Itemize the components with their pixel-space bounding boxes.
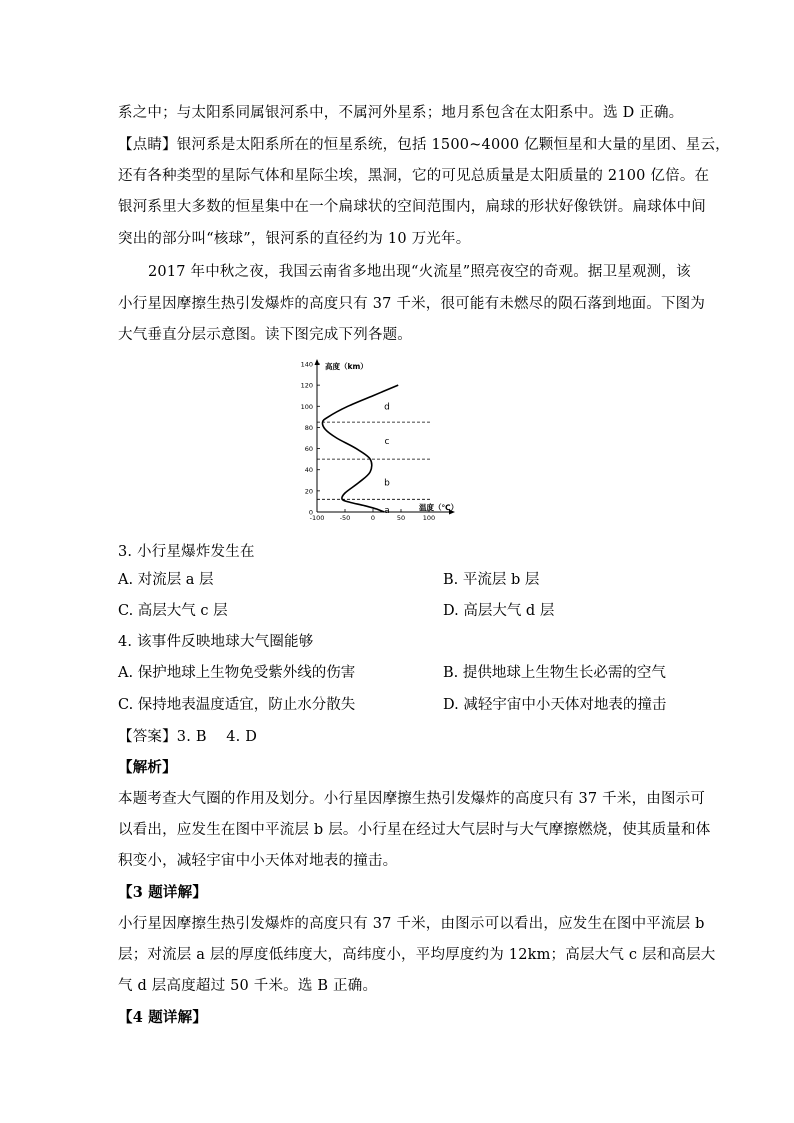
y-tick-label: 40 [304, 466, 313, 475]
y-tick-label: 60 [304, 445, 313, 454]
analysis-line: 本题考查大气圈的作用及划分。小行星因摩擦生热引发爆炸的高度只有 37 千米，由图示可 [118, 791, 706, 807]
layer-label-c: c [384, 437, 390, 448]
analysis-line: 积变小，减轻宇宙中小天体对地表的撞击。 [118, 853, 398, 869]
intro-line: 还有各种类型的星际气体和星际尘埃，黑洞，它的可见总质量是太阳质量的 2100 亿倍。在 [118, 168, 710, 184]
layer-label-b: b [384, 478, 390, 489]
y-tick-label: 20 [304, 487, 313, 496]
passage-line: 小行星因摩擦生热引发爆炸的高度只有 37 千米，很可能有未燃尽的陨石落到地面。下图为 [118, 296, 706, 312]
y-tick-label: 100 [300, 402, 313, 411]
q4-option-d[interactable]: D. 减轻宇宙中小天体对地表的撞击 [443, 697, 667, 713]
q4-detail-heading: 【4 题详解】 [118, 1009, 208, 1026]
x-tick-label: 100 [422, 514, 436, 522]
x-tick-label: 50 [396, 514, 406, 522]
q4-option-a[interactable]: A. 保护地球上生物免受紫外线的伤害 [118, 665, 356, 681]
y-tick-label: 0 [308, 508, 313, 517]
q3-stem: 3. 小行星爆炸发生在 [118, 544, 255, 560]
layer-label-d: d [384, 402, 390, 413]
q3-option-a[interactable]: A. 对流层 a 层 [118, 572, 214, 588]
q4-option-c[interactable]: C. 保持地表温度适宜，防止水分散失 [118, 697, 356, 713]
x-tick-label: -100 [309, 514, 325, 522]
y-tick-label: 120 [300, 381, 313, 390]
y-axis-label: 高度（km） [325, 362, 368, 371]
q3-option-b[interactable]: B. 平流层 b 层 [443, 572, 540, 588]
q3-detail-line: 层；对流层 a 层的厚度低纬度大，高纬度小，平均厚度约为 12km；高层大气 c 层和高层大 [118, 947, 716, 963]
y-tick-label: 140 [300, 360, 313, 369]
q3-option-c[interactable]: C. 高层大气 c 层 [118, 603, 228, 619]
atmosphere-layers-chart [290, 355, 510, 525]
passage-line: 大气垂直分层示意图。读下图完成下列各题。 [118, 327, 412, 343]
q4-stem: 4. 该事件反映地球大气圈能够 [118, 634, 314, 650]
intro-line: 银河系里大多数的恒星集中在一个扁球状的空间范围内，扁球的形状好像铁饼。扁球体中间 [118, 199, 706, 215]
intro-line: 【点睛】银河系是太阳系所在的恒星系统，包括 1500~4000 亿颗恒星和大量的星团、星云， [118, 137, 730, 153]
q3-option-d[interactable]: D. 高层大气 d 层 [443, 603, 555, 619]
y-tick-label: 80 [304, 423, 313, 432]
x-tick-label: -50 [339, 514, 351, 522]
q3-detail-line: 小行星因摩擦生热引发爆炸的高度只有 37 千米，由图示可以看出，应发生在图中平流层 b [118, 916, 705, 932]
layer-label-a: a [384, 505, 390, 516]
passage-line: 2017 年中秋之夜，我国云南省多地出现“火流星”照亮夜空的奇观。据卫星观测，该 [148, 264, 691, 280]
answer-line: 【答案】3. B 4. D [118, 729, 258, 745]
analysis-heading: 【解析】 [118, 759, 177, 776]
q4-option-b[interactable]: B. 提供地球上生物生长必需的空气 [443, 665, 666, 681]
intro-line: 系之中；与太阳系同属银河系中，不属河外星系；地月系包含在太阳系中。选 D 正确。 [118, 105, 684, 121]
x-axis-label: 温度（℃） [419, 503, 459, 512]
q3-detail-line: 气 d 层高度超过 50 千米。选 B 正确。 [118, 978, 378, 994]
intro-line: 突出的部分叫“核球”，银河系的直径约为 10 万光年。 [118, 231, 471, 247]
analysis-line: 以看出，应发生在图中平流层 b 层。小行星在经过大气层时与大气摩擦燃烧，使其质量和体 [118, 822, 711, 838]
x-tick-label: 0 [370, 514, 376, 522]
q3-detail-heading: 【3 题详解】 [118, 884, 208, 901]
